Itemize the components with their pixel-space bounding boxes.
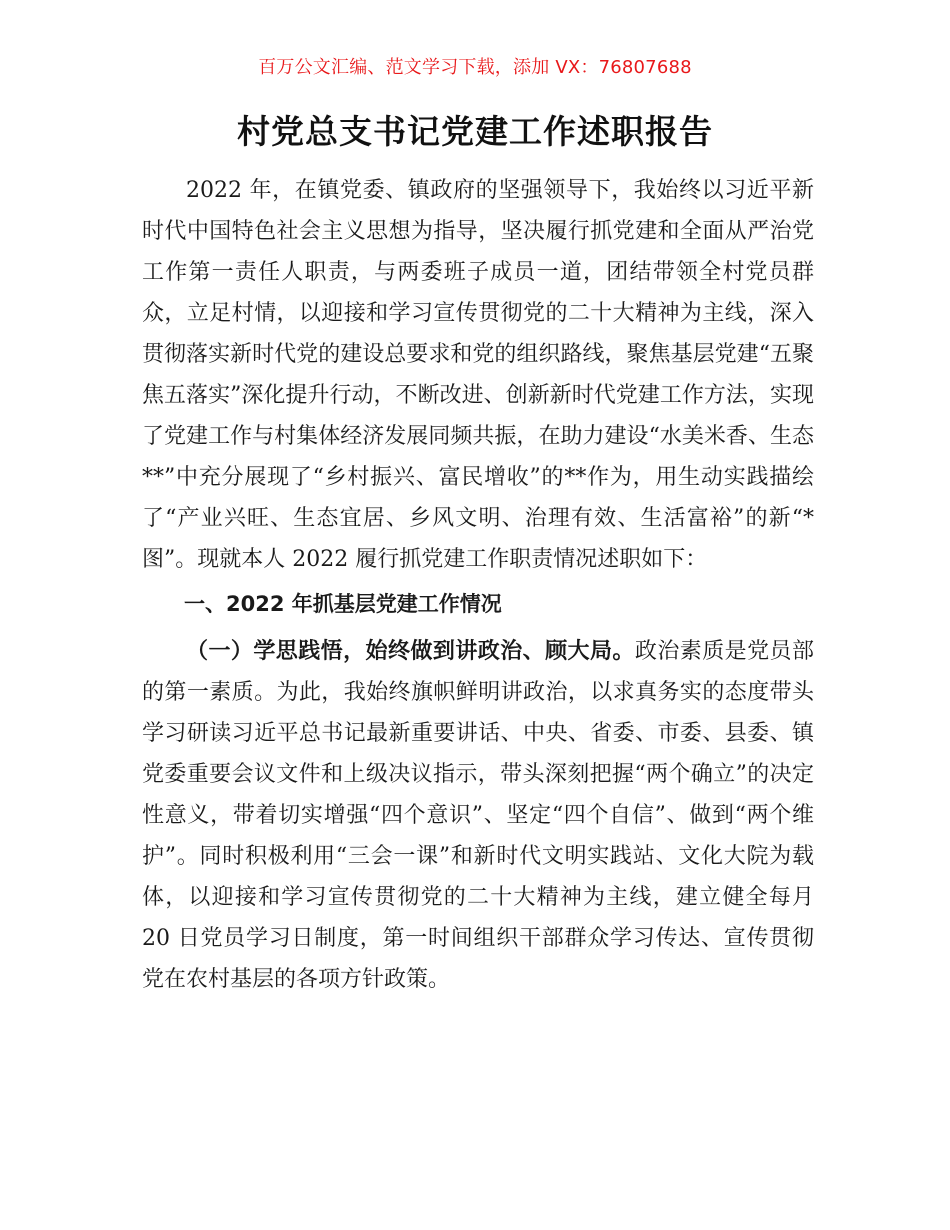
section-heading-1: 一、2022 年抓基层党建工作情况: [184, 592, 502, 616]
document-title: 村党总支书记党建工作述职报告: [237, 112, 713, 151]
document-body: [142, 170, 814, 1000]
subsection-lead-1: （一）学思践悟，始终做到讲政治、顾大局。: [186, 639, 635, 664]
subsection-paragraph-1: [142, 631, 814, 1000]
subsection-body-1: 政治素质是党员部的第一素质。为此，我始终旗帜鲜明讲政治，以求真务实的态度带头学习研读习近平总书记最新重要讲话、中央、省委、市委、县委、镇党委重要会议文件和上级决议指示，带头深刻把握“两个确立”的决定性意义，带着切实增强“四个意识”、坚定“四个自信”、做到“两个维护”。同时积极利用“三会一课”和新时代文明实践站、文化大院为载体，以迎接和学习宣传贯彻党的二十大精神为主线，建立健全每月 20 日党员学习日制度，第一时间组织干部群众学习传达、宣传贯彻党在农村基层的各项方针政策。: [142, 639, 814, 992]
intro-paragraph: 2022 年，在镇党委、镇政府的坚强领导下，我始终以习近平新时代中国特色社会主义思想为指导，坚决履行抓党建和全面从严治党工作第一责任人职责，与两委班子成员一道，团结带领全村党员群众，立足村情，以迎接和学习宣传贯彻党的二十大精神为主线，深入贯彻落实新时代党的建设总要求和党的组织路线，聚焦基层党建“五聚焦五落实”深化提升行动，不断改进、创新新时代党建工作方法，实现了党建工作与村集体经济发展同频共振，在助力建设“水美米香、生态**”中充分展现了“乡村振兴、富民增收”的**作为，用生动实践描绘了“产业兴旺、生态宜居、乡风文明、治理有效、生活富裕”的新“*图”。现就本人 2022 履行抓党建工作职责情况述职如下：: [142, 178, 814, 572]
header-banner: 百万公文汇编、范文学习下载，添加 VX：76807688: [258, 57, 692, 78]
